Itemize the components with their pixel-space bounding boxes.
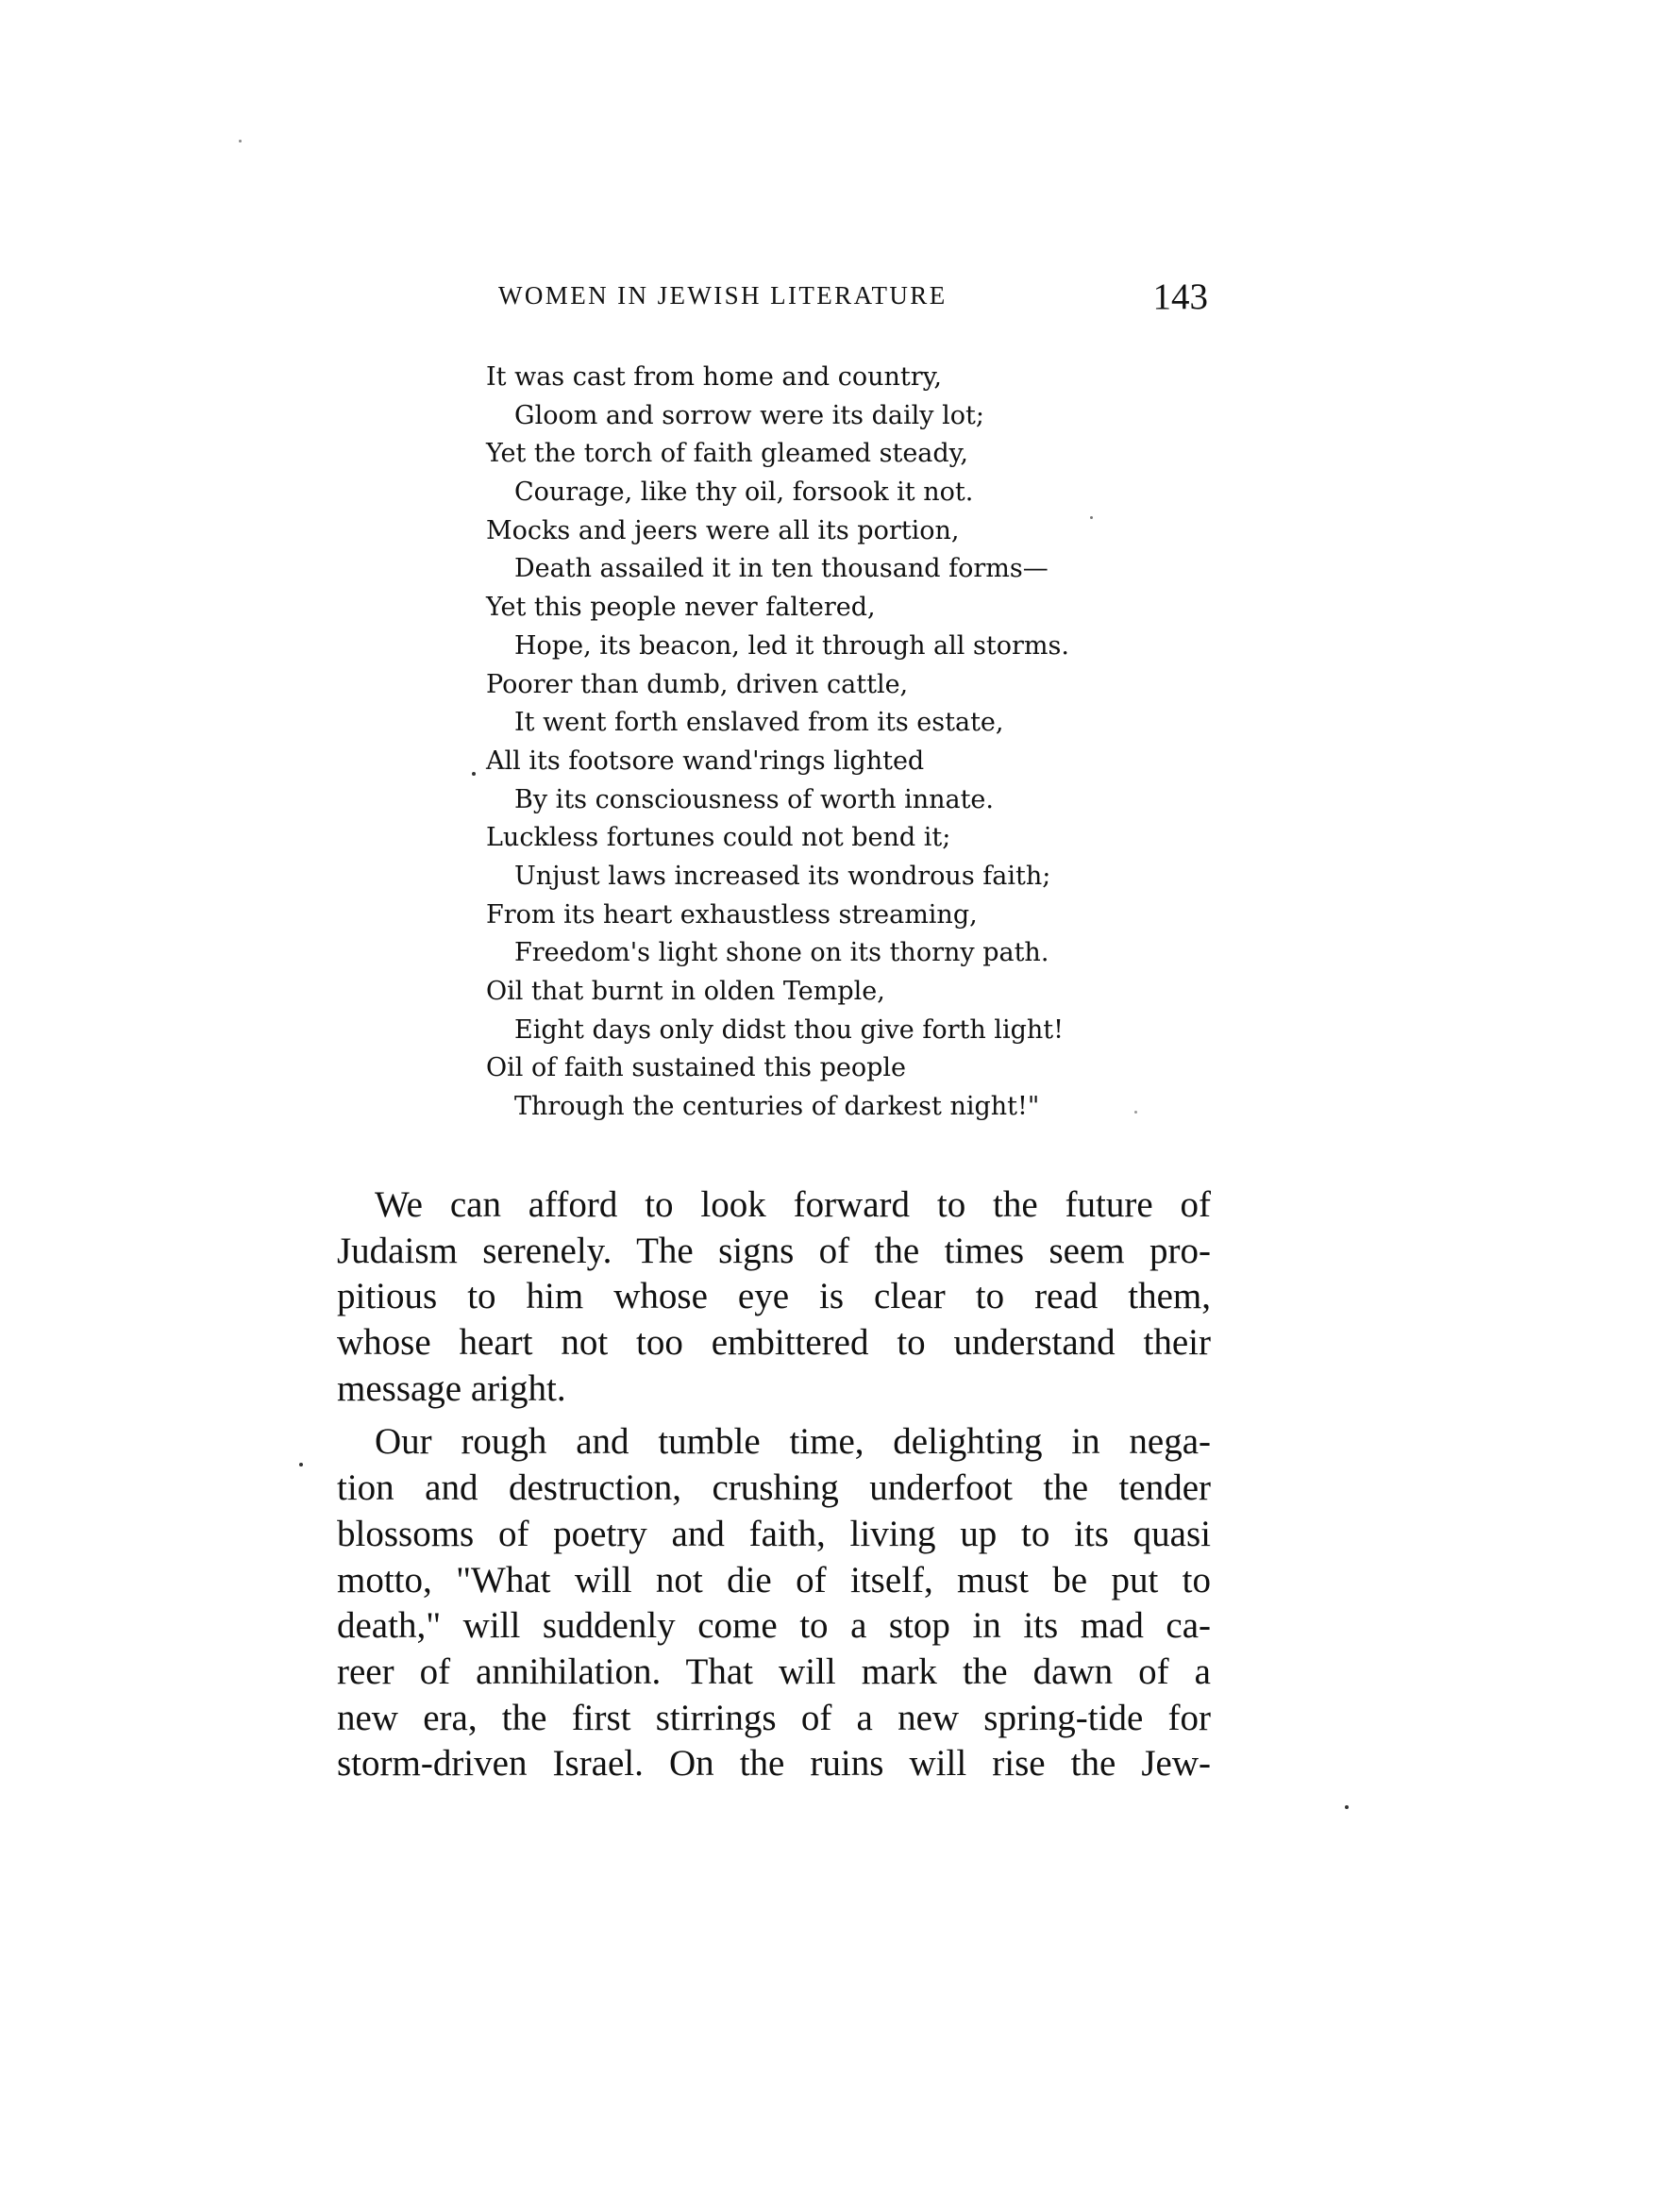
poem-line: It was cast from home and country, <box>486 362 942 392</box>
poem-line: Courage, like thy oil, forsook it not. <box>514 478 974 508</box>
print-speck <box>299 1463 303 1466</box>
paragraph-line: storm-driven Israel. On the ruins will rise the Jew- <box>337 1743 1211 1785</box>
paragraph-line: pitious to him whose eye is clear to read them, <box>337 1276 1211 1317</box>
paragraph-line: death," will suddenly come to a stop in its mad ca- <box>337 1605 1211 1647</box>
paragraph-line: whose heart not too embittered to understand their <box>337 1322 1211 1364</box>
poem-line: All its footsore wand'rings lighted <box>486 746 925 776</box>
paragraph-line: Our rough and tumble time, delighting in nega- <box>375 1421 1211 1463</box>
page-number: 143 <box>1152 276 1208 317</box>
poem-line: Eight days only didst thou give forth light! <box>514 1014 1064 1045</box>
poem-line: From its heart exhaustless streaming, <box>486 899 978 930</box>
running-title: WOMEN IN JEWISH LITERATURE <box>498 281 948 310</box>
paragraph-line: reer of annihilation. That will mark the dawn of a <box>337 1651 1211 1692</box>
poem-line: Unjust laws increased its wondrous faith; <box>514 861 1051 891</box>
print-speck <box>1134 1111 1137 1114</box>
paragraph-gap <box>337 1412 1211 1419</box>
paragraph-line: Judaism serenely. The signs of the times seem pro- <box>337 1230 1211 1271</box>
paragraph-line: message aright. <box>337 1367 566 1409</box>
print-speck <box>472 772 476 776</box>
poem-line: Oil of faith sustained this people <box>486 1053 907 1083</box>
print-speck <box>239 140 242 142</box>
paragraph-line: We can afford to look forward to the future of <box>375 1184 1211 1225</box>
prose-body <box>337 1182 1211 1787</box>
poem-line: Luckless fortunes could not bend it; <box>486 823 951 853</box>
poem-block <box>486 359 1203 1127</box>
poem-line: It went forth enslaved from its estate, <box>514 708 1004 738</box>
poem-line: Gloom and sorrow were its daily lot; <box>514 400 984 430</box>
poem-line: Death assailed it in ten thousand forms— <box>514 554 1049 584</box>
paragraph-line: motto, "What will not die of itself, must be put to <box>337 1559 1211 1600</box>
poem-line: Oil that burnt in olden Temple, <box>486 977 885 1006</box>
page-header <box>486 276 1208 332</box>
print-speck <box>1345 1805 1349 1809</box>
paragraph-line: tion and destruction, crushing underfoot the tender <box>337 1467 1211 1509</box>
poem-line: Yet this people never faltered, <box>486 593 876 623</box>
poem-line: By its consciousness of worth innate. <box>514 784 994 814</box>
poem-line: Yet the torch of faith gleamed steady, <box>486 439 968 469</box>
paragraph-line: new era, the first stirrings of a new spring-tide for <box>337 1697 1211 1738</box>
print-speck <box>1090 516 1093 519</box>
poem-line: Poorer than dumb, driven cattle, <box>486 669 909 699</box>
poem-line: Through the centuries of darkest night!" <box>514 1092 1040 1122</box>
poem-line: Hope, its beacon, led it through all storms. <box>514 630 1069 661</box>
paragraph-line: blossoms of poetry and faith, living up to its quasi <box>337 1513 1211 1554</box>
poem-line: Mocks and jeers were all its portion, <box>486 515 960 545</box>
poem-line: Freedom's light shone on its thorny path. <box>514 938 1049 968</box>
